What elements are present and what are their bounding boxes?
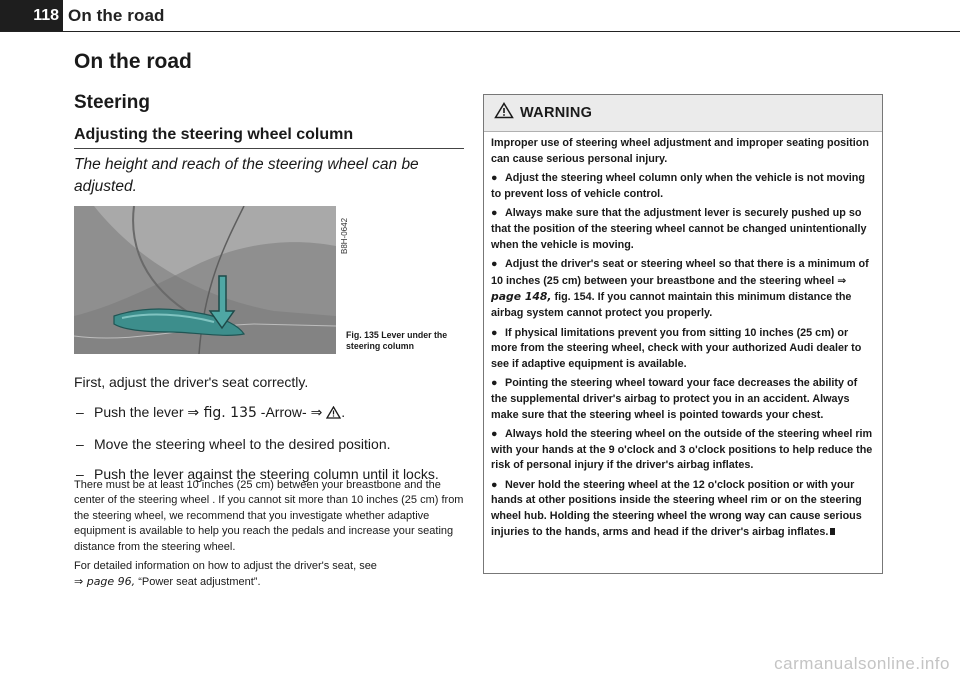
bullet-icon: ● — [491, 258, 498, 271]
figure-code: B8H-0642 — [340, 217, 349, 255]
bullet-icon: ● — [491, 377, 498, 390]
warning-item — [491, 206, 876, 253]
page-148-link[interactable]: ⇒ page 148, — [491, 273, 847, 304]
warning-triangle-icon — [494, 102, 514, 124]
notes — [74, 478, 466, 595]
bullet-icon: ● — [491, 478, 498, 491]
warning-item — [491, 257, 876, 321]
step-item — [74, 402, 466, 424]
warning-item-6: Always hold the steering wheel on the outside of the steering wheel rim with your hands at the 9 o'clock and 3 o'clock positions to help reduce the risk of personal injury if the driver's airbag inflates. — [491, 428, 873, 472]
warning-item — [491, 376, 876, 423]
warning-item — [491, 478, 876, 540]
step-item — [74, 434, 466, 454]
bullet-icon: ● — [491, 326, 498, 339]
step-dash: – — [76, 404, 84, 420]
step-1-text-a: Push the lever — [94, 404, 188, 420]
warning-title: WARNING — [520, 105, 593, 121]
note2-text-b: “Power seat adjustment”. — [135, 576, 261, 589]
warning-item-4: If physical limitations prevent you from sitting 10 inches (25 cm) or more from the steering wheel, check with your authorized Audi dealer to see if adaptive equipment is available. — [491, 326, 862, 370]
step-2-text: Move the steering wheel to the desired position. — [94, 436, 391, 452]
running-title: On the road — [68, 6, 165, 25]
header-rule — [0, 31, 960, 32]
bullet-icon: ● — [491, 172, 498, 185]
end-of-section-mark — [830, 528, 835, 535]
step-1-period: . — [341, 404, 346, 420]
warning-item-3-a: Adjust the driver's seat or steering wheel so that there is a minimum of 10 inches (25 cm) between your breastbone and the steering wheel — [491, 258, 869, 287]
warning-item — [491, 427, 876, 474]
page-number: 118 — [0, 0, 63, 31]
warning-item-3-b: fig. 154. If you cannot maintain this minimum distance the airbag system cannot protect you properly. — [491, 291, 852, 319]
warning-intro: Improper use of steering wheel adjustment and improper seating position can cause serious personal injury. — [491, 137, 869, 165]
note2-text-a: For detailed information on how to adjust the driver's seat, see — [74, 560, 377, 573]
warning-item-1: Adjust the steering wheel column only when the vehicle is not moving to prevent loss of vehicle control. — [491, 172, 865, 200]
steps-lead: First, adjust the driver's seat correctly. — [74, 374, 309, 390]
warning-triangle-icon — [326, 404, 341, 424]
step-1-text-b: -Arrow- ⇒ — [256, 404, 327, 420]
warning-body — [484, 132, 882, 540]
subsection-title: Adjusting the steering wheel column — [74, 126, 354, 143]
warning-item — [491, 171, 876, 202]
note-distance: There must be at least 10 inches (25 cm) between your breastbone and the center of the steering wheel . If you cannot sit more than 10 inches (25 cm) from the steering wheel, we recommend that you investigate whether adaptive equipment is available to help you reach the pedals and increase your seating distance from the steering wheel. — [74, 479, 464, 553]
chapter-title: On the road — [74, 50, 192, 73]
warning-box — [483, 94, 883, 574]
warning-item — [491, 326, 876, 373]
note-seat-reference — [74, 559, 466, 591]
warning-item-7: Never hold the steering wheel at the 12 o'clock position or with your hands at other positions inside the steering wheel rim or on the steering wheel hub. Holding the steering wheel the wrong way can cause serious injuries to the hands, arms and head if the driver's airbag inflates. — [491, 478, 862, 538]
bullet-icon: ● — [491, 207, 498, 220]
steering-column-illustration — [74, 206, 336, 354]
subsection-rule — [74, 148, 464, 149]
warning-header — [484, 95, 882, 132]
figure-reference-link[interactable]: ⇒ fig. 135 — [187, 405, 257, 421]
figure-steering-lever — [74, 206, 336, 354]
watermark: carmanualsonline.info — [774, 654, 950, 673]
instruction-steps — [74, 372, 466, 494]
step-dash: – — [76, 436, 84, 452]
figure-caption: Fig. 135 Lever under the steering column — [346, 330, 448, 351]
section-title: Steering — [74, 92, 151, 113]
bullet-icon: ● — [491, 428, 498, 441]
step-3-text: Push the lever against the steering column until it locks. — [94, 466, 439, 482]
page-96-link[interactable]: ⇒ page 96, — [74, 575, 136, 589]
step-text — [94, 402, 345, 424]
warning-item-2: Always make sure that the adjustment lever is securely pushed up so that the position of the steering wheel cannot be changed unintentionally when the vehicle is moving. — [491, 207, 867, 251]
warning-item-5: Pointing the steering wheel toward your face decreases the ability of the supplemental driver's airbag to protect you in an accident. Always make sure that the steering wheel is pointed towards your chest. — [491, 377, 858, 421]
step-dash: – — [76, 466, 84, 482]
intro-text: The height and reach of the steering wheel can be adjusted. — [74, 156, 419, 195]
